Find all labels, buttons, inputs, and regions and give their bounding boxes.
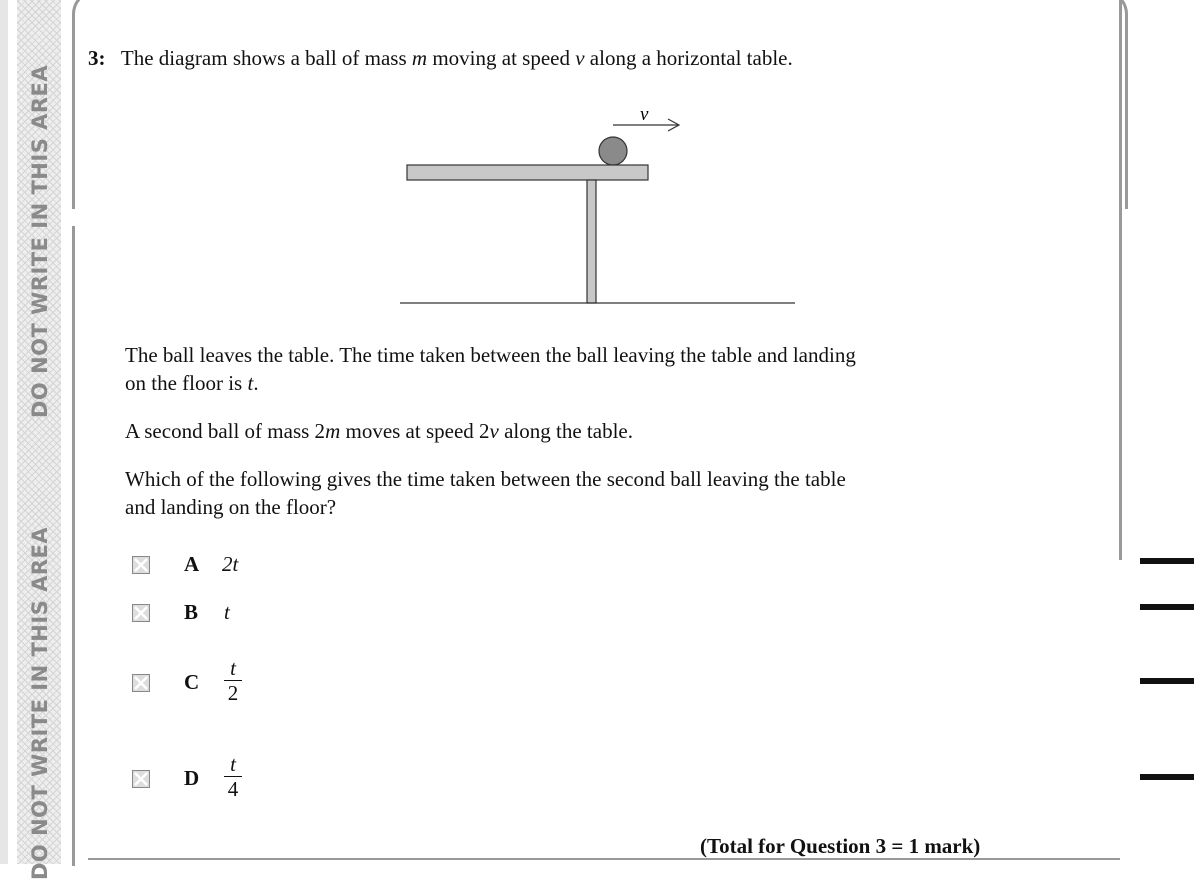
paragraph-1 — [125, 341, 856, 397]
text: moving at speed — [427, 46, 576, 70]
text: A second ball of mass 2 — [125, 419, 326, 443]
fraction — [224, 752, 242, 801]
option-answer: 2t — [222, 552, 239, 576]
checkbox-icon[interactable] — [132, 770, 150, 788]
answer-line-mark — [1140, 774, 1194, 780]
velocity-label: v — [640, 104, 649, 125]
text: along a horizontal table. — [584, 46, 793, 70]
var-v: v — [575, 46, 585, 70]
option-letter: B — [184, 600, 199, 624]
var-v: v — [489, 419, 499, 443]
option-letter: C — [184, 670, 200, 694]
paragraph-2 — [125, 417, 633, 445]
ball — [599, 137, 627, 165]
answer-line-mark — [1140, 604, 1194, 610]
total-marks: (Total for Question 3 = 1 mark) — [700, 834, 981, 858]
text: on the floor is — [125, 371, 248, 395]
var-m: m — [411, 46, 428, 70]
fraction — [224, 656, 242, 705]
margin-warning-upper: DO NOT WRITE IN THIS AREA — [28, 64, 52, 418]
table-top — [407, 165, 648, 180]
question-number: 3: — [88, 46, 106, 70]
checkbox-icon[interactable] — [132, 604, 150, 622]
text: and landing on the floor? — [125, 495, 337, 519]
paragraph-3 — [125, 465, 846, 521]
text: along the table. — [498, 419, 633, 443]
var-m: m — [325, 419, 341, 443]
answer-line-mark — [1140, 678, 1194, 684]
text: The diagram shows a ball of mass — [120, 46, 412, 70]
text: . — [253, 371, 259, 395]
margin-warning-lower: DO NOT WRITE IN THIS AREA — [28, 526, 52, 880]
checkbox-icon[interactable] — [132, 556, 150, 574]
numerator: t — [224, 752, 242, 777]
denominator: 2 — [227, 681, 239, 705]
text: The ball leaves the table. The time taken between the ball leaving the table and landing — [125, 343, 856, 367]
answer-line-mark — [1140, 558, 1194, 564]
checkbox-icon[interactable] — [132, 674, 150, 692]
denominator: 4 — [227, 777, 239, 801]
table-diagram — [0, 0, 1194, 340]
text: moves at speed 2 — [340, 419, 490, 443]
table-leg — [587, 180, 596, 303]
option-letter: D — [184, 766, 200, 790]
var-t: t — [247, 371, 254, 395]
option-answer: t — [224, 600, 230, 624]
numerator: t — [224, 656, 242, 681]
question-bottom-rule — [88, 858, 1120, 860]
option-letter: A — [184, 552, 200, 576]
text: Which of the following gives the time taken between the second ball leaving the table — [125, 467, 846, 491]
